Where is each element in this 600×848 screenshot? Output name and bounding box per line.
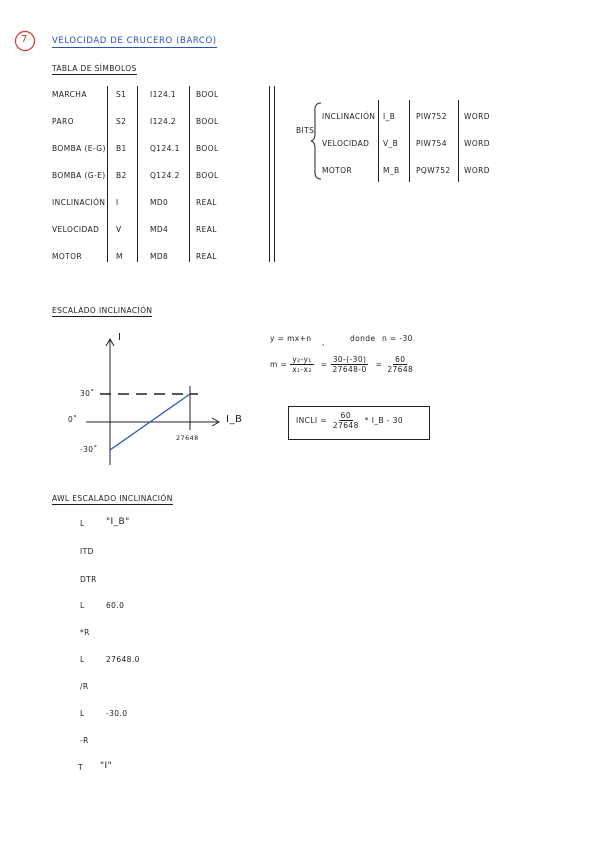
bits-name: MOTOR: [322, 166, 353, 175]
symbol-symbol: M: [116, 252, 123, 261]
where-label: donde: [350, 334, 376, 343]
bits-label: BITS: [296, 126, 315, 135]
symbol-type: REAL: [196, 225, 217, 234]
fraction-denominator: 27648: [387, 365, 414, 374]
bits-address: PIW754: [416, 139, 447, 148]
awl-instruction: *R: [80, 628, 90, 637]
x-axis-label: I_B: [226, 414, 243, 425]
awl-operand: "I_B": [106, 517, 130, 527]
awl-instruction: L: [80, 655, 85, 664]
page-title: VELOCIDAD DE CRUCERO (BARCO): [52, 36, 217, 46]
exercise-number: 7: [21, 34, 28, 45]
symbol-type: BOOL: [196, 90, 219, 99]
result-fraction: [331, 411, 361, 430]
awl-operand: -30.0: [106, 709, 128, 718]
symbol-address: MD4: [150, 225, 169, 234]
bits-name: INCLINACIÓN: [322, 112, 376, 121]
y-axis-label: I: [118, 332, 122, 343]
y-tick-0: 0˚: [68, 415, 78, 424]
symbol-symbol: V: [116, 225, 122, 234]
awl-title: AWL ESCALADO INCLINACIÓN: [52, 494, 173, 503]
bits-address: PIW752: [416, 112, 447, 121]
bits-symbol: I_B: [383, 112, 396, 121]
fraction-denominator: x₁-x₂: [292, 365, 312, 374]
symbol-type: REAL: [196, 252, 217, 261]
fraction-numerator: 60: [340, 411, 352, 420]
symbol-symbol: B2: [116, 171, 127, 180]
y-tick-minus-30: -30˚: [80, 445, 98, 454]
fraction-denominator: 27648: [332, 421, 359, 430]
symbol-type: BOOL: [196, 171, 219, 180]
symbol-name: MOTOR: [52, 252, 83, 261]
awl-operand: 27648.0: [106, 655, 140, 664]
bits-type: WORD: [464, 139, 490, 148]
awl-operand: "I": [100, 761, 113, 771]
result-lhs: INCLI =: [296, 416, 327, 425]
symbol-type: REAL: [196, 198, 217, 207]
awl-instruction: L: [80, 709, 85, 718]
slope-fraction-1: [290, 355, 314, 374]
fraction-denominator: 27648-0: [332, 365, 367, 374]
awl-instruction: /R: [80, 682, 89, 691]
symbol-address: MD8: [150, 252, 169, 261]
symbol-symbol: S1: [116, 90, 127, 99]
awl-instruction: L: [80, 519, 85, 528]
slope-equation: [270, 355, 415, 374]
bits-symbol: V_B: [383, 139, 399, 148]
fraction-numerator: y₂-y₁: [292, 355, 312, 364]
scaling-title: ESCALADO INCLINACIÓN: [52, 306, 153, 315]
symbol-symbol: S2: [116, 117, 127, 126]
symbol-type: BOOL: [196, 117, 219, 126]
slope-lhs: m =: [270, 360, 288, 369]
fraction-numerator: 30-(-30): [332, 355, 367, 364]
symbol-name: BOMBA (E-G): [52, 144, 106, 153]
result-rhs: * I_B - 30: [364, 416, 404, 425]
bits-type: WORD: [464, 112, 490, 121]
slope-fraction-2: [330, 355, 368, 374]
equals-sign: =: [375, 360, 383, 369]
bits-address: PQW752: [416, 166, 451, 175]
slope-fraction-3: [385, 355, 415, 374]
symbol-name: INCLINACIÓN: [52, 198, 106, 207]
symbol-address: I124.1: [150, 90, 177, 99]
y-tick-30: 30˚: [80, 389, 95, 398]
result-equation: [296, 411, 403, 430]
awl-instruction: T: [78, 763, 83, 772]
linear-equation: y = mx+n: [270, 334, 312, 343]
symbol-address: Q124.1: [150, 144, 180, 153]
bits-type: WORD: [464, 166, 490, 175]
symbol-name: PARO: [52, 117, 74, 126]
symbols-title: TABLA DE SÍMBOLOS: [52, 64, 137, 73]
symbol-name: BOMBA (G-E): [52, 171, 106, 180]
symbol-name: VELOCIDAD: [52, 225, 100, 234]
n-value: n = -30: [382, 334, 413, 343]
symbol-address: MD0: [150, 198, 169, 207]
awl-instruction: DTR: [80, 575, 97, 584]
awl-instruction: L: [80, 601, 85, 610]
bits-name: VELOCIDAD: [322, 139, 370, 148]
x-tick-27648: 27648: [176, 434, 199, 442]
comma: ,: [322, 338, 325, 347]
symbol-symbol: I: [116, 198, 119, 207]
symbol-address: Q124.2: [150, 171, 180, 180]
symbol-name: MARCHA: [52, 90, 87, 99]
symbol-address: I124.2: [150, 117, 177, 126]
equals-sign: =: [320, 360, 328, 369]
bits-symbol: M_B: [383, 166, 400, 175]
fraction-numerator: 60: [395, 355, 406, 364]
awl-instruction: ITD: [80, 547, 94, 556]
symbol-symbol: B1: [116, 144, 127, 153]
symbol-type: BOOL: [196, 144, 219, 153]
awl-operand: 60.0: [106, 601, 125, 610]
awl-instruction: -R: [80, 736, 89, 745]
